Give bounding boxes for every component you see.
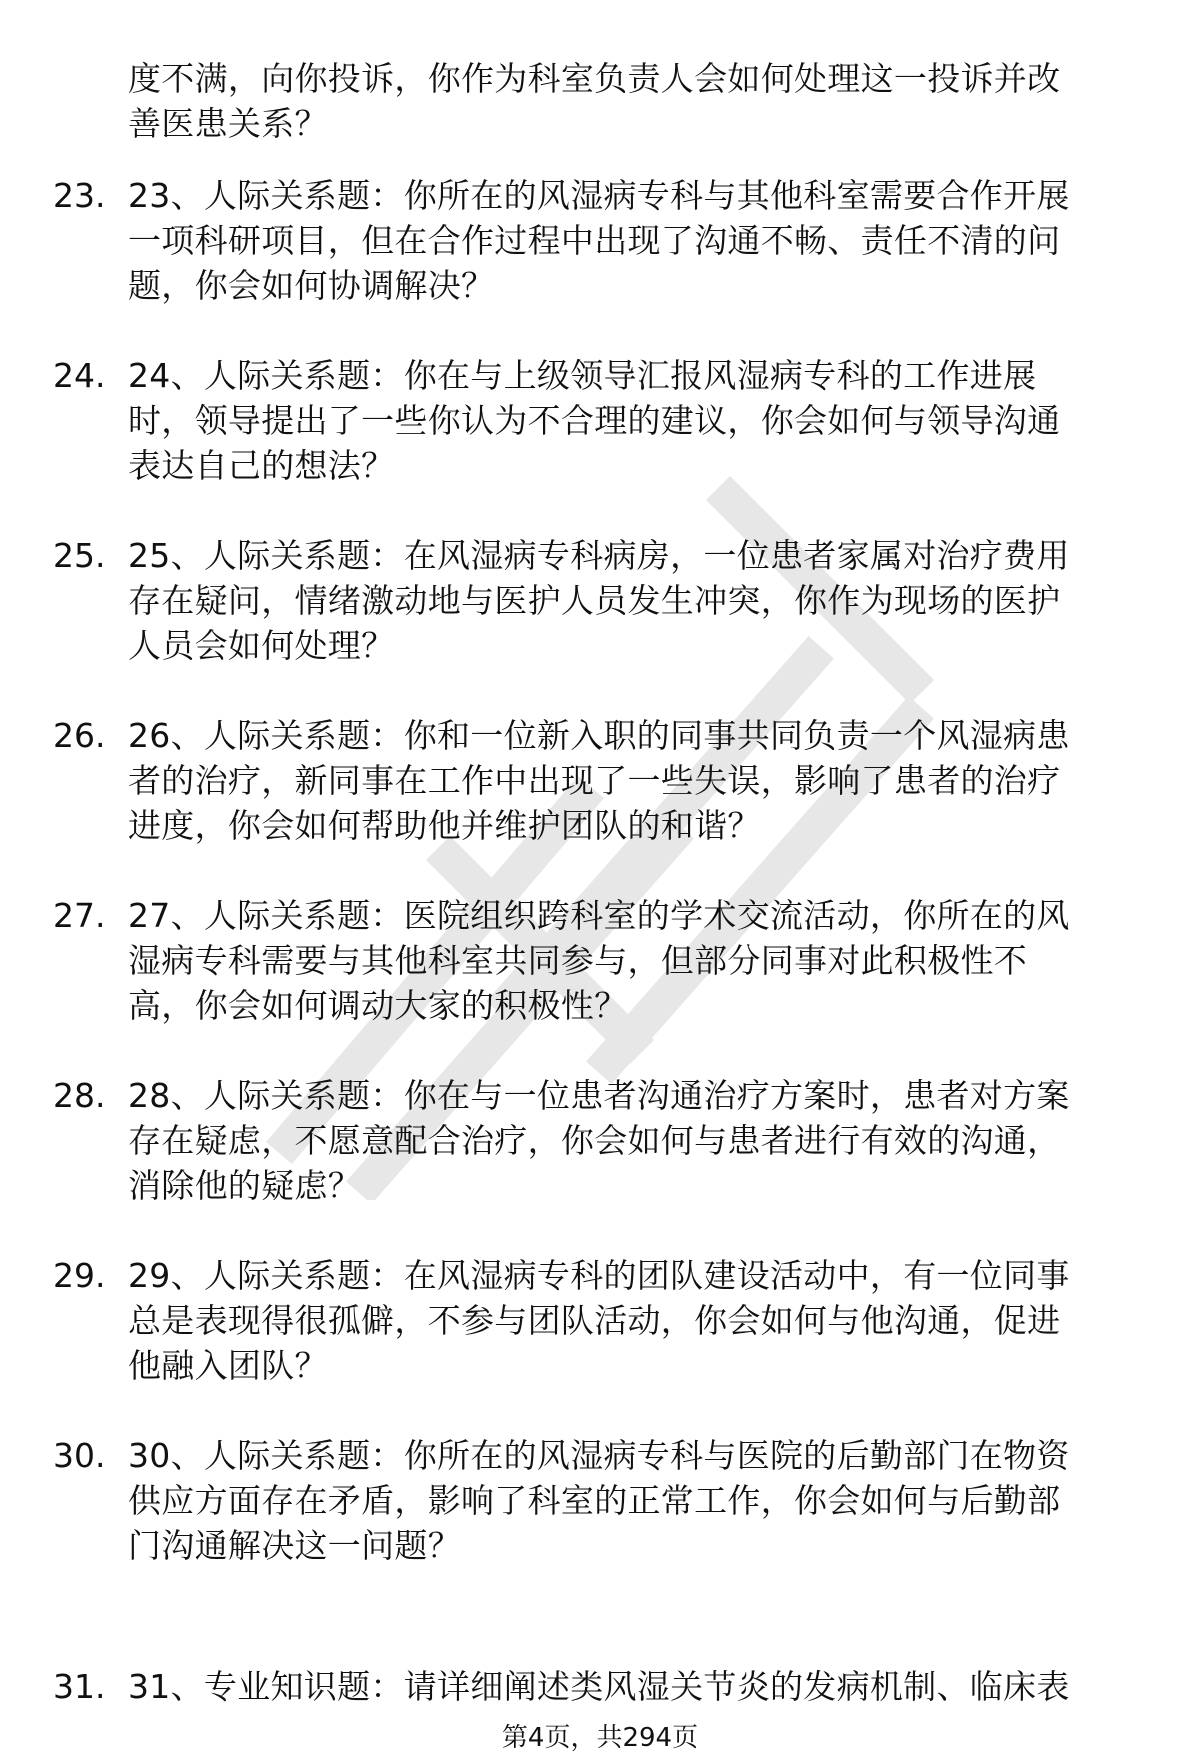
item-text: 一项科研项目，但在合作过程中出现了沟通不畅、责任不清的问 [128, 221, 1061, 260]
item-number: 25. [53, 536, 106, 575]
item-number: 26. [53, 716, 106, 755]
item-number: 24. [53, 356, 106, 395]
item-text: 表达自己的想法？ [128, 446, 395, 485]
item-number: 23. [53, 176, 106, 215]
item-text: 27、人际关系题：医院组织跨科室的学术交流活动，你所在的风 [128, 896, 1070, 935]
item-text: 题，你会如何协调解决？ [128, 266, 495, 305]
item-text: 24、人际关系题：你在与上级领导汇报风湿病专科的工作进展 [128, 356, 1037, 395]
item-text: 30、人际关系题：你所在的风湿病专科与医院的后勤部门在物资 [128, 1436, 1070, 1475]
item-text: 者的治疗，新同事在工作中出现了一些失误，影响了患者的治疗 [128, 761, 1061, 800]
item-number: 30. [53, 1436, 106, 1475]
item-text: 供应方面存在矛盾，影响了科室的正常工作，你会如何与后勤部 [128, 1481, 1061, 1520]
item-text: 他融入团队？ [128, 1346, 328, 1385]
item-text: 高，你会如何调动大家的积极性？ [128, 986, 628, 1025]
item-text: 湿病专科需要与其他科室共同参与，但部分同事对此积极性不 [128, 941, 1028, 980]
item-text: 29、人际关系题：在风湿病专科的团队建设活动中，有一位同事 [128, 1256, 1070, 1295]
item-number: 29. [53, 1256, 106, 1295]
item-text: 进度，你会如何帮助他并维护团队的和谐？ [128, 806, 761, 845]
item-text: 人员会如何处理？ [128, 626, 395, 665]
item-text: 26、人际关系题：你和一位新入职的同事共同负责一个风湿病患 [128, 716, 1070, 755]
item-number: 28. [53, 1076, 106, 1115]
item-text: 23、人际关系题：你所在的风湿病专科与其他科室需要合作开展 [128, 176, 1070, 215]
continuation-line: 善医患关系？ [128, 104, 328, 143]
item-text: 存在疑问，情绪激动地与医护人员发生冲突，你作为现场的医护 [128, 581, 1061, 620]
item-text: 28、人际关系题：你在与一位患者沟通治疗方案时，患者对方案 [128, 1076, 1070, 1115]
item-text: 门沟通解决这一问题？ [128, 1526, 461, 1565]
continuation-line: 度不满，向你投诉，你作为科室负责人会如何处理这一投诉并改 [128, 59, 1061, 98]
item-text: 总是表现得很孤僻，不参与团队活动，你会如何与他沟通，促进 [128, 1301, 1061, 1340]
page-footer: 第4页，共294页 [501, 1723, 699, 1753]
item-text: 消除他的疑虑？ [128, 1166, 362, 1205]
item-text: 25、人际关系题：在风湿病专科病房，一位患者家属对治疗费用 [128, 536, 1070, 575]
item-number: 27. [53, 896, 106, 935]
item-text: 时，领导提出了一些你认为不合理的建议，你会如何与领导沟通 [128, 401, 1061, 440]
item-number: 31. [53, 1667, 106, 1706]
item-text: 存在疑虑，不愿意配合治疗，你会如何与患者进行有效的沟通， [128, 1121, 1061, 1160]
item-text: 31、专业知识题：请详细阐述类风湿关节炎的发病机制、临床表 [128, 1667, 1070, 1706]
